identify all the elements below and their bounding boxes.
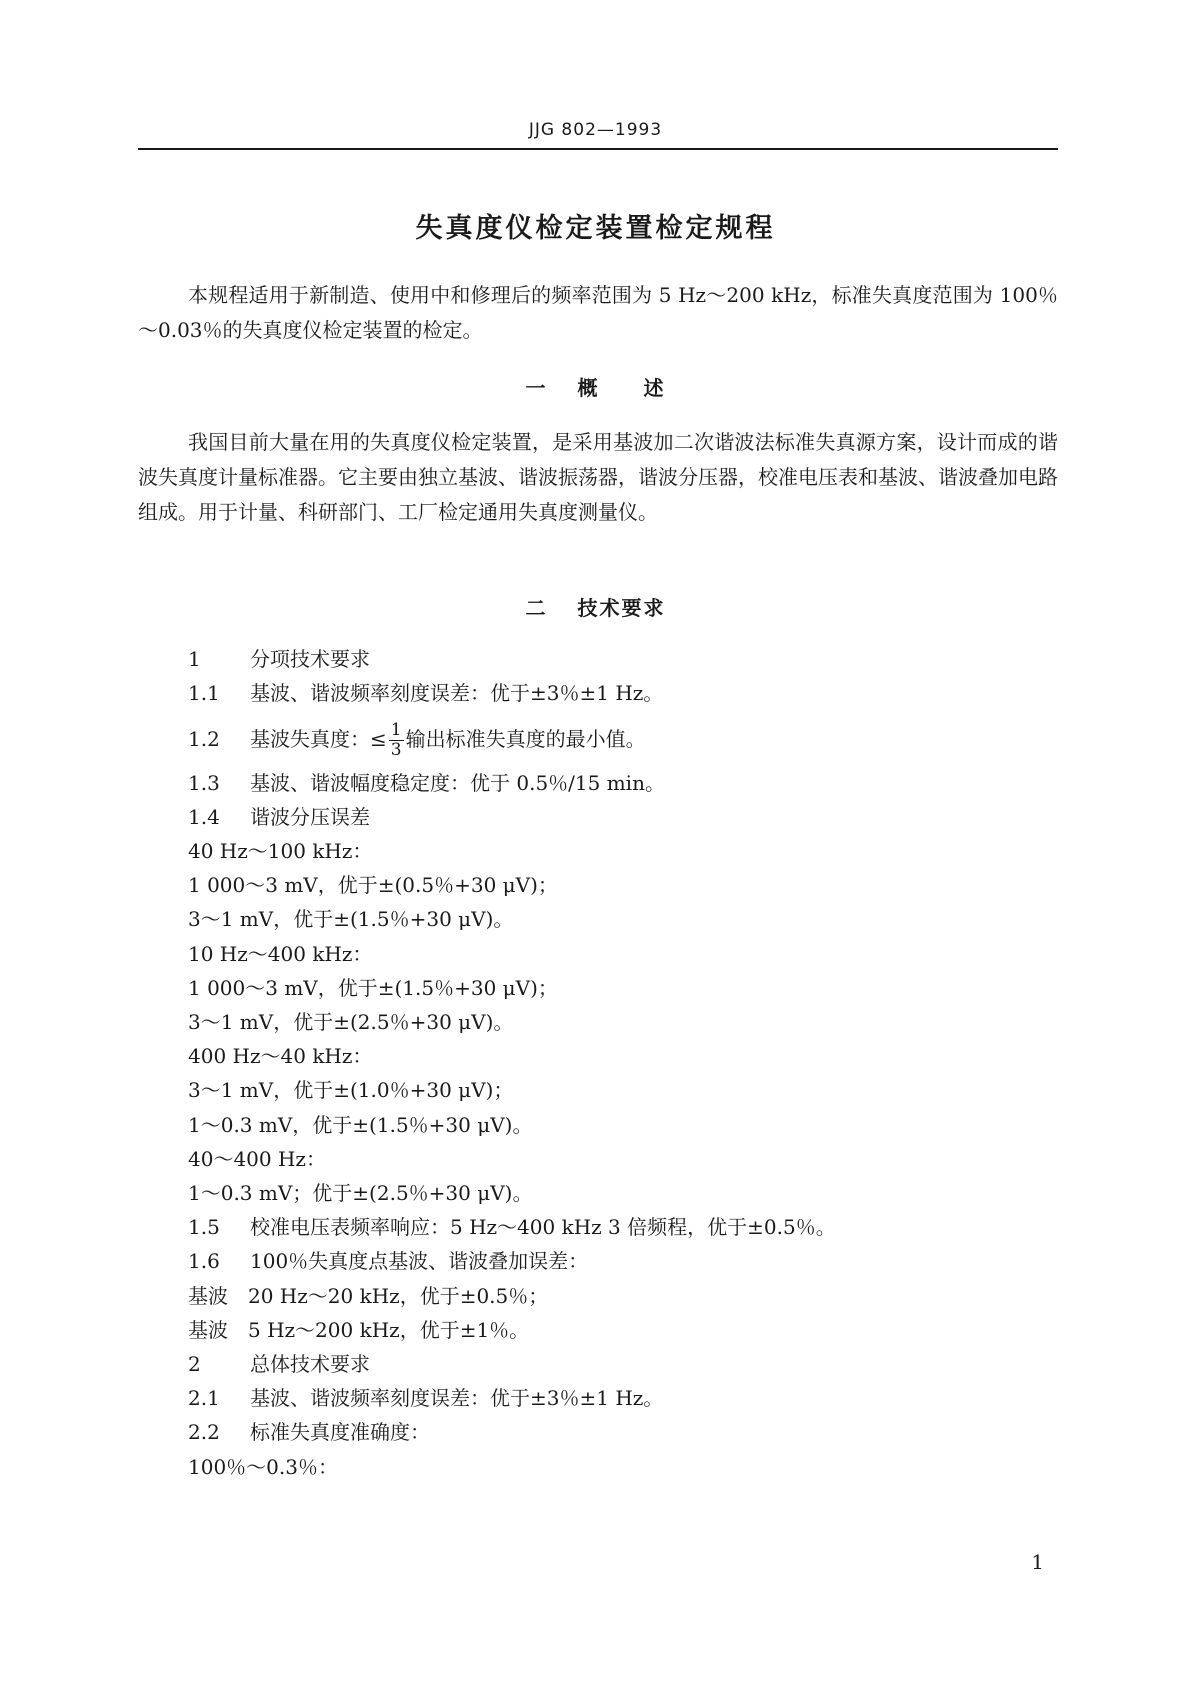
list-item: 基波 5 Hz～200 kHz，优于±1％。 [188,1318,530,1342]
page-number: 1 [1031,1550,1044,1574]
fraction: $\frac{1}{3}$ [390,720,402,760]
list-item: 40 Hz～100 kHz： [188,839,373,863]
list-item: 1 000～3 mV，优于±(0.5％+30 μV)； [188,873,558,897]
list-item: 3～1 mV，优于±(1.5％+30 μV)。 [188,907,514,931]
list-item: 3～1 mV，优于±(2.5％+30 μV)。 [188,1010,514,1034]
section-number: 一 [525,376,548,400]
page-title: 失真度仪检定装置检定规程 [415,213,776,244]
section-heading-requirements [0,592,1191,621]
list-item: 100％～0.3％： [188,1455,338,1479]
list-item: 1.4 谐波分压误差 [188,805,370,829]
list-item: 2 总体技术要求 [188,1352,370,1376]
list-item-with-fraction: 1.2 基波失真度：≤ $\frac{1}{3}$ 输出标准失真度的最小值。 [188,720,646,760]
section-title: 概 述 [577,376,666,400]
intro-paragraph: 本规程适用于新制造、使用中和修理后的频率范围为 5 Hz～200 kHz，标准失真度范围为 100％～0.03％的失真度仪检定装置的检定。 [138,283,1058,342]
overview-paragraph: 我国目前大量在用的失真度仪检定装置，是采用基波加二次谐波法标准失真源方案，设计而成的谐波失真度计量标准器。它主要由独立基波、谐波振荡器，谐波分压器，校准电压表和基波、谐波叠加电路组成。用于计量、科研部门、工厂检定通用失真度测量仪。 [138,430,1058,524]
standard-code: JJG 802—1993 [528,120,663,140]
section-title: 技术要求 [577,596,666,620]
list-item: 1.1 基波、谐波频率刻度误差：优于±3％±1 Hz。 [188,681,664,705]
list-item: 1.6 100％失真度点基波、谐波叠加误差： [188,1249,589,1273]
section-number: 二 [525,596,548,620]
list-item: 1 000～3 mV，优于±(1.5％+30 μV)； [188,976,558,1000]
list-item: 3～1 mV，优于±(1.0％+30 μV)； [188,1078,514,1102]
list-item: 2.2 标准失真度准确度： [188,1420,430,1444]
list-item: 1～0.3 mV；优于±(2.5％+30 μV)。 [188,1181,533,1205]
list-item: 1.3 基波、谐波幅度稳定度：优于 0.5％/15 min。 [188,771,665,795]
list-item: 1～0.3 mV，优于±(1.5％+30 μV)。 [188,1113,533,1137]
list-item: 1.5 校准电压表频率响应：5 Hz～400 kHz 3 倍频程，优于±0.5％。 [188,1215,836,1239]
list-item: 基波 20 Hz～20 kHz，优于±0.5％； [188,1284,549,1308]
section-heading-overview [0,372,1191,401]
list-item: 400 Hz～40 kHz： [188,1044,373,1068]
header-rule [138,148,1058,150]
list-item: 1 分项技术要求 [188,647,370,671]
list-item: 2.1 基波、谐波频率刻度误差：优于±3％±1 Hz。 [188,1386,664,1410]
list-item: 40～400 Hz： [188,1147,326,1171]
list-item: 10 Hz～400 kHz： [188,942,373,966]
